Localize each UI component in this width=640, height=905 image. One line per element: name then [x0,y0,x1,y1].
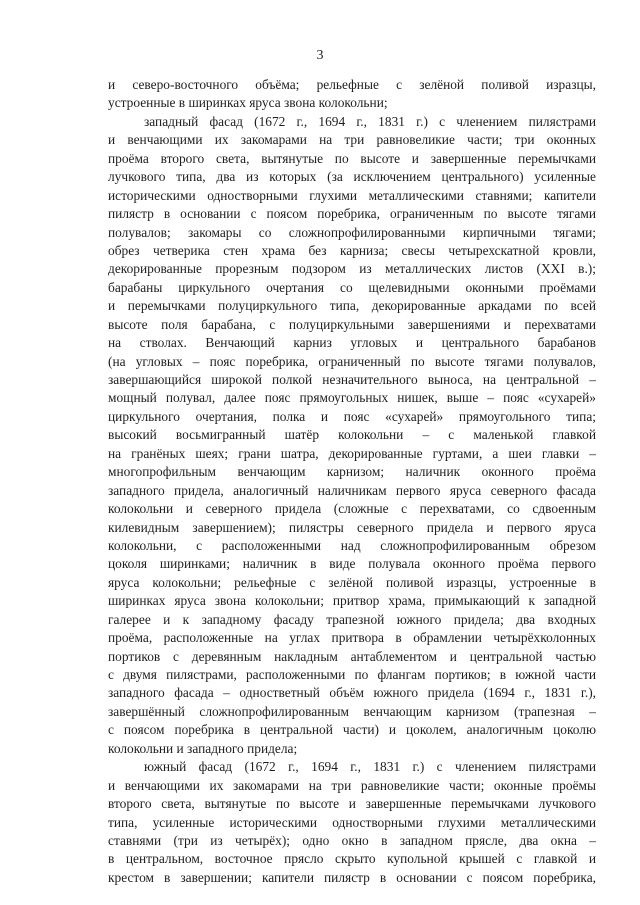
text-line: на гранёных шеях; грани шатра, декорированные гуртами, а шеи главки – [108,445,596,461]
text-line: высокий восьмигранный шатёр колокольни – с маленькой главкой [108,427,596,443]
text-line: и северо-восточного объёма; рельефные с зелёной поливой изразцы, [108,77,596,92]
text-line: высоте поля барабана, с полуциркульными завершениями и перехватами [108,316,596,332]
text-line: ширинках яруса звона колокольни; притвор храма, примыкающий к западной [108,593,596,609]
text-line: пилястр в основании с поясом поребрика, ограниченным по высоте тягами [108,206,596,222]
text-line: колокольни и западного придела; [108,740,298,756]
text-line: проёма второго света, вытянутые по высоте и завершенные перемычками [108,150,596,166]
text-line: типа, усиленные историческими одностворными глухими металлическими [108,814,596,830]
text-line: ставнями (три из четырёх); одно окно в западном прясле, два окна – [108,832,596,848]
text-line: и венчающими их закомарами на три равновеликие части; три оконных [108,132,596,148]
text-line: цоколя ширинками; наличник в виде полувала оконного проёма первого [108,556,596,572]
text-line: портиков с деревянным накладным антаблементом и центральной частью [108,648,596,664]
text-line: с поясом поребрика в центральной части) и цоколем, аналогичным цоколю [108,722,596,738]
text-line: историческими одностворными глухими металлическими ставнями; капители [108,187,596,203]
text-line: крестом в завершении; капители пилястр в основании с поясом поребрика, [108,869,596,885]
text-line: западный фасад (1672 г., 1694 г., 1831 г.) с членением пилястрами [144,113,596,129]
text-line: завершающийся широкой полкой незначительного выноса, на центральной – [108,372,596,387]
text-line: на стволах. Венчающий карниз угловых и центрального барабанов [108,335,596,351]
text-line: западного фасада – одностветный объём южного придела (1694 г., 1831 г.), [108,685,596,701]
text-line: килевидным завершением); пилястры северного придела и первого яруса [108,519,596,535]
text-line: южный фасад (1672 г., 1694 г., 1831 г.) с членением пилястрами [144,759,596,775]
text-line: устроенные в ширинках яруса звона колокольни; [108,95,388,111]
text-line: второго света, вытянутые по высоте и завершенные перемычками лучкового [108,796,596,812]
text-line: и венчающими их закомарами на три равновеликие части; оконные проёмы [108,777,596,793]
text-line: галерее и к западному фасаду трапезной южного придела; два входных [108,611,596,627]
text-line: декорированные прорезным подзором из металлических листов (XXI в.); [108,261,596,277]
text-line: барабаны циркульного очертания со щелевидными оконными проёмами [108,279,596,295]
text-line: полувалов; закомары со сложнопрофилированными кирпичными тягами; [108,224,596,240]
text-line: обрез четверика стен храма без карниза; свесы четырехскатной кровли, [108,242,596,258]
text-line: многопрофильным венчающим карнизом; наличник оконного проёма [108,464,596,480]
text-line: мощный полувал, далее пояс прямоугольных нишек, выше – пояс «сухарей» [108,390,596,406]
text-line: и перемычками полуциркульного типа, декорированные аркадами по всей [108,298,596,314]
text-line: лучкового типа, два из которых (за исключением центрального) усиленные [108,169,596,185]
text-line: яруса колокольни; рельефные с зелёной поливой изразцы, устроенные в [108,574,596,590]
text-line: в центральном, восточное прясло скрыто купольной крышей с главкой и [108,851,596,867]
text-line: циркульного очертания, полка и пояс «сухарей» прямоугольного типа; [108,408,596,424]
page-number: 3 [316,48,324,63]
text-line: с двумя пилястрами, расположенными по флангам портиков; в южной части [108,667,596,682]
text-line: колокольни и северного придела (сложные с перехватами, со сдвоенным [108,501,596,517]
text-line: западного придела, аналогичный наличникам первого яруса северного фасада [108,482,596,498]
text-line: завершённый сложнопрофилированным венчающим карнизом (трапезная – [108,703,596,719]
text-line: (на угловых – пояс поребрика, ограниченный по высоте тягами полувалов, [108,353,596,369]
text-line: проёма, расположенные на углах притвора в обрамлении четырёхколонных [108,630,596,646]
text-line: колокольни, с расположенными над сложнопрофилированным обрезом [108,537,596,553]
body-text [108,76,596,887]
